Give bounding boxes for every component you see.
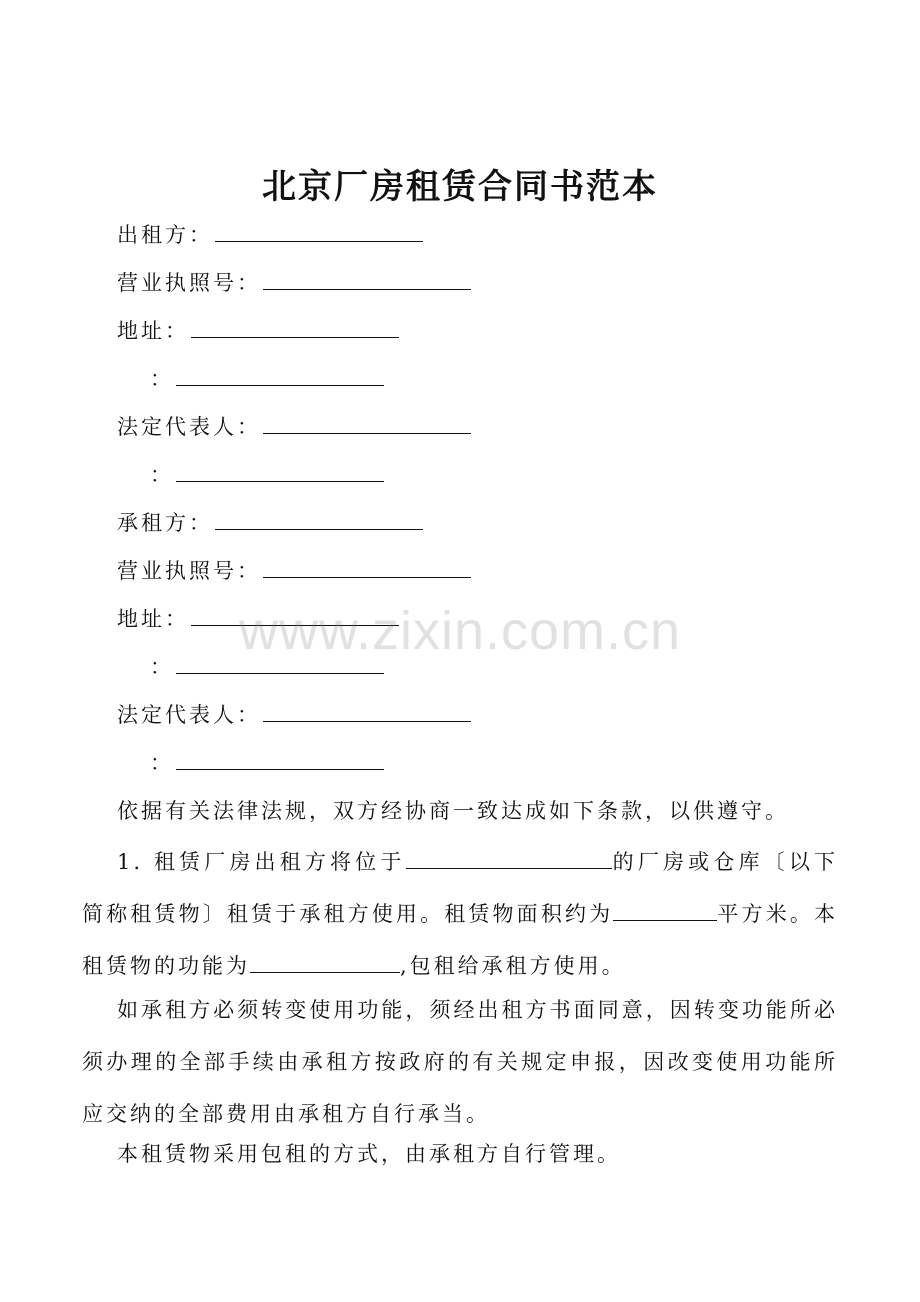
lessor-colon-blank-2: [176, 459, 384, 482]
lessee-address-line: [117, 602, 399, 636]
clause-1-paragraph: [82, 836, 838, 992]
lessor-colon-line-2: [150, 458, 384, 492]
lessee-license-line: [117, 554, 471, 588]
lessor-party-line: [117, 218, 423, 252]
lessor-license-line: [117, 266, 471, 300]
lessee-license-blank: [263, 555, 471, 578]
lessor-party-blank: [215, 219, 423, 242]
lessee-address-blank: [191, 603, 399, 626]
lessor-address-line: [117, 314, 399, 348]
lessee-party-label: 承租方：: [117, 511, 213, 535]
lessee-colon-label-2: ：: [150, 751, 174, 775]
clause-1-part-4: ,包租给承租方使用。: [400, 954, 626, 978]
clause-1-function-blank: [250, 952, 400, 973]
lessor-license-blank: [263, 267, 471, 290]
lessor-colon-line-1: [150, 362, 384, 396]
lessor-party-label: 出租方：: [117, 223, 213, 247]
lessor-legal-rep-blank: [263, 411, 471, 434]
intro-line: [117, 794, 789, 828]
site-watermark: www.zixin.com.cn: [238, 601, 682, 661]
clause-1-area-blank: [613, 900, 717, 921]
lessee-colon-blank-2: [176, 747, 384, 770]
paragraph-management-text: 本租赁物采用包租的方式，由承租方自行管理。: [117, 1142, 621, 1166]
paragraph-function-change: [82, 984, 838, 1140]
lessee-legal-rep-line: [117, 698, 471, 732]
lessor-colon-blank-1: [176, 363, 384, 386]
lessor-legal-rep-label: 法定代表人：: [117, 415, 261, 439]
clause-1-part-2: 的厂房或仓库〔以下简称租赁物〕租赁于承租方使用。租赁物面积约为: [82, 850, 838, 926]
paragraph-management: [82, 1128, 838, 1180]
paragraph-function-change-text: 如承租方必须转变使用功能，须经出租方书面同意，因转变功能所必须办理的全部手续由承租方按政府的有关规定申报，因改变使用功能所应交纳的全部费用由承租方自行承当。: [82, 998, 838, 1126]
lessee-address-label: 地址：: [117, 607, 189, 631]
lessee-party-blank: [215, 507, 423, 530]
lessee-colon-line-1: [150, 650, 384, 684]
lessee-license-label: 营业执照号：: [117, 559, 261, 583]
lessor-colon-label-2: ：: [150, 463, 174, 487]
clause-1-part-1: 1. 租赁厂房出租方将位于: [117, 850, 406, 874]
lessee-colon-blank-1: [176, 651, 384, 674]
lessee-party-line: [117, 506, 423, 540]
lessor-legal-rep-line: [117, 410, 471, 444]
clause-1-part-3: 平方米。本租赁物的功能为: [82, 902, 839, 978]
lessor-license-label: 营业执照号：: [117, 271, 261, 295]
lessee-legal-rep-label: 法定代表人：: [117, 703, 261, 727]
lessor-address-blank: [191, 315, 399, 338]
document-title: 北京厂房租赁合同书范本: [262, 167, 658, 207]
clause-1-location-blank: [406, 848, 612, 869]
lessor-address-label: 地址：: [117, 319, 189, 343]
lessee-colon-label-1: ：: [150, 655, 174, 679]
lessor-colon-label-1: ：: [150, 367, 174, 391]
lessee-colon-line-2: [150, 746, 384, 780]
lessee-legal-rep-blank: [263, 699, 471, 722]
intro-text: 依据有关法律法规，双方经协商一致达成如下条款，以供遵守。: [117, 799, 789, 823]
